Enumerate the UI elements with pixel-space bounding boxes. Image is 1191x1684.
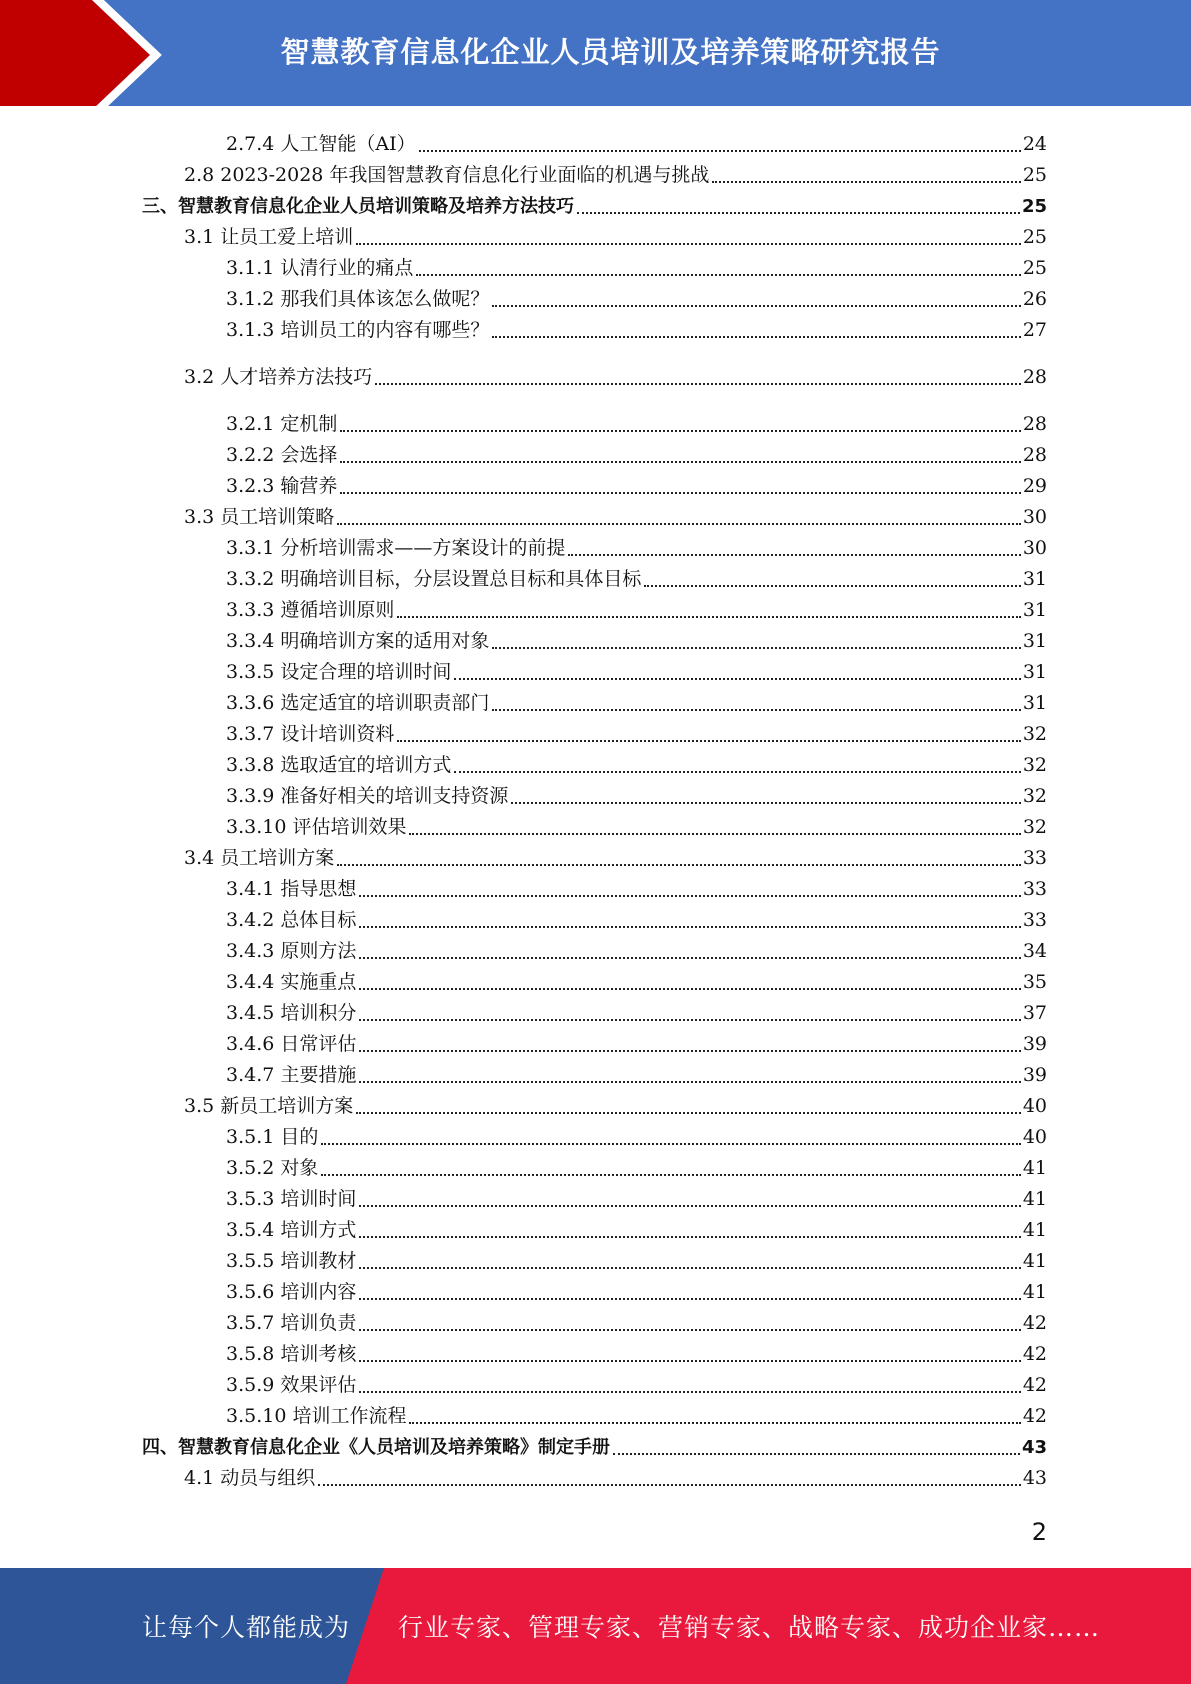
toc-entry-page: 41: [1022, 1188, 1047, 1211]
toc-entry-label: 3.5.10 培训工作流程: [226, 1405, 407, 1428]
toc-dot-leader: [340, 492, 1020, 494]
toc-entry-page: 28: [1022, 444, 1047, 467]
toc-dot-leader: [454, 771, 1020, 773]
toc-entry-label: 3.4.7 主要措施: [226, 1064, 357, 1087]
toc-entry-page: 31: [1022, 661, 1047, 684]
toc-entry-label: 3.5.2 对象: [226, 1157, 319, 1180]
toc-dot-leader: [492, 336, 1020, 338]
toc-dot-leader: [492, 709, 1020, 711]
toc-entry-label: 3.2.2 会选择: [226, 444, 338, 467]
toc-entry-page: 33: [1022, 878, 1047, 901]
toc-entry[interactable]: [226, 251, 1047, 282]
toc-entry-page: 35: [1022, 971, 1047, 994]
toc-entry[interactable]: [226, 934, 1047, 965]
toc-entry-page: 40: [1022, 1126, 1047, 1149]
toc-entry-page: 31: [1022, 692, 1047, 715]
page-number: 2: [1031, 1518, 1047, 1546]
toc-entry-label: 三、智慧教育信息化企业人员培训策略及培养方法技巧: [142, 196, 574, 218]
toc-entry-label: 3.3.10 评估培训效果: [226, 816, 407, 839]
toc-entry-page: 25: [1022, 257, 1047, 280]
toc-dot-leader: [340, 461, 1020, 463]
toc-dot-leader: [375, 383, 1021, 385]
toc-dot-leader: [359, 1298, 1020, 1300]
toc-dot-leader: [359, 1205, 1020, 1207]
toc-dot-leader: [359, 988, 1020, 990]
toc-entry-page: 42: [1022, 1405, 1047, 1428]
toc-entry[interactable]: [226, 1337, 1047, 1368]
toc-entry[interactable]: [184, 841, 1047, 872]
toc-entry-page: 43: [1022, 1467, 1047, 1490]
toc-entry-page: 34: [1022, 940, 1047, 963]
toc-entry-label: 2.7.4 人工智能（AI）: [226, 133, 416, 156]
toc-entry[interactable]: [226, 779, 1047, 810]
toc-entry-page: 31: [1022, 568, 1047, 591]
toc-entry[interactable]: [226, 562, 1047, 593]
toc-dot-leader: [337, 523, 1021, 525]
toc-entry-page: 39: [1022, 1064, 1047, 1087]
toc-entry-page: 28: [1022, 366, 1047, 389]
toc-dot-leader: [511, 802, 1020, 804]
toc-dot-leader: [359, 957, 1020, 959]
toc-entry-label: 3.2 人才培养方法技巧: [184, 366, 373, 389]
toc-entry[interactable]: [226, 903, 1047, 934]
toc-entry-page: 32: [1022, 816, 1047, 839]
toc-entry-page: 25: [1022, 164, 1047, 187]
toc-entry-page: 31: [1022, 630, 1047, 653]
toc-dot-leader: [318, 1484, 1021, 1486]
toc-entry-page: 25: [1022, 226, 1047, 249]
toc-dot-leader: [359, 1391, 1020, 1393]
toc-dot-leader: [359, 1329, 1020, 1331]
toc-entry-label: 3.5.5 培训教材: [226, 1250, 357, 1273]
toc-entry-label: 3.5 新员工培训方案: [184, 1095, 354, 1118]
toc-entry-page: 41: [1022, 1250, 1047, 1273]
toc-entry[interactable]: [226, 717, 1047, 748]
footer-slogan-left: 让每个人都能成为: [142, 1613, 351, 1642]
toc-entry[interactable]: [226, 655, 1047, 686]
toc-entry-label: 3.2.3 输营养: [226, 475, 338, 498]
toc-entry-page: 30: [1022, 537, 1047, 560]
toc-entry[interactable]: [226, 1368, 1047, 1399]
toc-entry-label: 3.3.9 准备好相关的培训支持资源: [226, 785, 509, 808]
footer-slogan-right: 行业专家、管理专家、营销专家、战略专家、成功企业家……: [398, 1613, 1101, 1642]
toc-entry-label: 3.3.7 设计培训资料: [226, 723, 395, 746]
toc-entry-label: 3.4.6 日常评估: [226, 1033, 357, 1056]
toc-entry[interactable]: [226, 1306, 1047, 1337]
toc-entry-label: 3.4.2 总体目标: [226, 909, 357, 932]
toc-entry[interactable]: [226, 1244, 1047, 1275]
toc-entry-page: 43: [1021, 1437, 1047, 1459]
toc-entry-page: 39: [1022, 1033, 1047, 1056]
toc-entry[interactable]: [226, 1182, 1047, 1213]
toc-entry-label: 3.3.2 明确培训目标，分层设置总目标和具体目标: [226, 568, 642, 591]
toc-dot-leader: [644, 585, 1020, 587]
toc-entry[interactable]: [226, 1399, 1047, 1430]
toc-dot-leader: [613, 1453, 1020, 1455]
toc-entry-label: 3.1.3 培训员工的内容有哪些？: [226, 319, 490, 342]
toc-entry[interactable]: [226, 996, 1047, 1027]
toc-dot-leader: [409, 1422, 1020, 1424]
toc-entry-page: 30: [1022, 506, 1047, 529]
toc-entry[interactable]: [226, 1151, 1047, 1182]
toc-entry[interactable]: [226, 624, 1047, 655]
toc-entry-label: 3.5.1 目的: [226, 1126, 319, 1149]
toc-entry-page: 27: [1022, 319, 1047, 342]
toc-entry-label: 3.5.9 效果评估: [226, 1374, 357, 1397]
toc-entry[interactable]: [226, 965, 1047, 996]
toc-entry-label: 3.1 让员工爱上培训: [184, 226, 354, 249]
toc-dot-leader: [419, 150, 1021, 152]
toc-entry[interactable]: [226, 1275, 1047, 1306]
report-title: 智慧教育信息化企业人员培训及培养策略研究报告: [280, 34, 941, 69]
page-header: [0, 0, 1191, 110]
toc-entry-page: 42: [1022, 1374, 1047, 1397]
toc-entry-label: 3.3 员工培训策略: [184, 506, 335, 529]
toc-entry-page: 40: [1022, 1095, 1047, 1118]
toc-entry-page: 41: [1022, 1219, 1047, 1242]
toc-entry[interactable]: [226, 748, 1047, 779]
toc-entry[interactable]: [142, 1430, 1047, 1461]
toc-dot-leader: [492, 647, 1020, 649]
toc-entry-label: 3.1.1 认清行业的痛点: [226, 257, 414, 280]
toc-entry[interactable]: [226, 313, 1047, 344]
toc-entry-label: 3.5.3 培训时间: [226, 1188, 357, 1211]
toc-entry-page: 32: [1022, 754, 1047, 777]
toc-entry[interactable]: [184, 360, 1047, 391]
toc-entry[interactable]: [226, 127, 1047, 158]
toc-dot-leader: [356, 243, 1021, 245]
toc-dot-leader: [321, 1174, 1020, 1176]
toc-entry[interactable]: [226, 438, 1047, 469]
toc-dot-leader: [577, 212, 1020, 214]
toc-entry-label: 3.2.1 定机制: [226, 413, 338, 436]
toc-entry[interactable]: [184, 220, 1047, 251]
toc-entry[interactable]: [226, 1027, 1047, 1058]
toc-entry-page: 31: [1022, 599, 1047, 622]
toc-dot-leader: [454, 678, 1020, 680]
toc-entry[interactable]: [184, 1461, 1047, 1492]
toc-dot-leader: [359, 1360, 1020, 1362]
toc-entry[interactable]: [184, 1089, 1047, 1120]
toc-entry-label: 3.3.8 选取适宜的培训方式: [226, 754, 452, 777]
toc-entry-label: 3.3.4 明确培训方案的适用对象: [226, 630, 490, 653]
toc-dot-leader: [712, 181, 1020, 183]
toc-entry-label: 3.4.3 原则方法: [226, 940, 357, 963]
toc-entry-page: 26: [1022, 288, 1047, 311]
toc-entry[interactable]: [226, 593, 1047, 624]
toc-dot-leader: [397, 616, 1020, 618]
toc-dot-leader: [359, 1019, 1020, 1021]
toc-entry[interactable]: [226, 469, 1047, 500]
toc-dot-leader: [492, 305, 1020, 307]
toc-entry-page: 28: [1022, 413, 1047, 436]
toc-entry-label: 4.1 动员与组织: [184, 1467, 316, 1490]
toc-entry[interactable]: [184, 500, 1047, 531]
toc-entry-label: 3.3.6 选定适宜的培训职责部门: [226, 692, 490, 715]
toc-dot-leader: [340, 430, 1020, 432]
toc-dot-leader: [568, 554, 1020, 556]
toc-dot-leader: [359, 926, 1020, 928]
toc-entry[interactable]: [184, 158, 1047, 189]
toc-entry-page: 42: [1022, 1312, 1047, 1335]
toc-dot-leader: [359, 895, 1020, 897]
toc-entry-page: 41: [1022, 1157, 1047, 1180]
toc-entry[interactable]: [226, 1120, 1047, 1151]
toc-entry-page: 32: [1022, 785, 1047, 808]
toc-entry-label: 3.3.1 分析培训需求——方案设计的前提: [226, 537, 566, 560]
toc-entry[interactable]: [226, 407, 1047, 438]
toc-entry-page: 41: [1022, 1281, 1047, 1304]
toc-entry-page: 24: [1022, 133, 1047, 156]
toc-entry-label: 3.5.8 培训考核: [226, 1343, 357, 1366]
toc-entry-page: 33: [1022, 909, 1047, 932]
toc-entry-label: 3.5.6 培训内容: [226, 1281, 357, 1304]
toc-entry-label: 3.4.4 实施重点: [226, 971, 357, 994]
toc-dot-leader: [409, 833, 1020, 835]
toc-dot-leader: [321, 1143, 1020, 1145]
toc-dot-leader: [359, 1236, 1020, 1238]
toc-dot-leader: [397, 740, 1020, 742]
toc-entry-page: 25: [1021, 196, 1047, 218]
toc-entry[interactable]: [226, 1058, 1047, 1089]
toc-entry[interactable]: [226, 810, 1047, 841]
toc-entry-label: 3.4.1 指导思想: [226, 878, 357, 901]
toc-entry[interactable]: [226, 1213, 1047, 1244]
toc-entry-page: 29: [1022, 475, 1047, 498]
toc-dot-leader: [416, 274, 1020, 276]
toc-entry-label: 3.3.5 设定合理的培训时间: [226, 661, 452, 684]
toc-entry-page: 33: [1022, 847, 1047, 870]
toc-dot-leader: [359, 1081, 1020, 1083]
toc-entry-label: 3.1.2 那我们具体该怎么做呢？: [226, 288, 490, 311]
toc-dot-leader: [337, 864, 1021, 866]
toc-entry-label: 2.8 2023-2028 年我国智慧教育信息化行业面临的机遇与挑战: [184, 164, 710, 187]
toc-entry-page: 42: [1022, 1343, 1047, 1366]
toc-entry-page: 32: [1022, 723, 1047, 746]
toc-entry-label: 3.4.5 培训积分: [226, 1002, 357, 1025]
toc-entry[interactable]: [226, 531, 1047, 562]
toc-entry[interactable]: [226, 872, 1047, 903]
toc-entry-label: 3.5.4 培训方式: [226, 1219, 357, 1242]
toc-entry[interactable]: [226, 686, 1047, 717]
page-footer: [0, 1568, 1191, 1684]
toc-entry-label: 四、智慧教育信息化企业《人员培训及培养策略》制定手册: [142, 1437, 610, 1459]
toc-dot-leader: [359, 1050, 1020, 1052]
toc-entry-label: 3.4 员工培训方案: [184, 847, 335, 870]
toc-entry[interactable]: [142, 189, 1047, 220]
toc-entry-page: 37: [1022, 1002, 1047, 1025]
toc-entry-label: 3.3.3 遵循培训原则: [226, 599, 395, 622]
toc-dot-leader: [356, 1112, 1021, 1114]
toc-entry-label: 3.5.7 培训负责: [226, 1312, 357, 1335]
toc-entry[interactable]: [226, 282, 1047, 313]
toc-dot-leader: [359, 1267, 1020, 1269]
